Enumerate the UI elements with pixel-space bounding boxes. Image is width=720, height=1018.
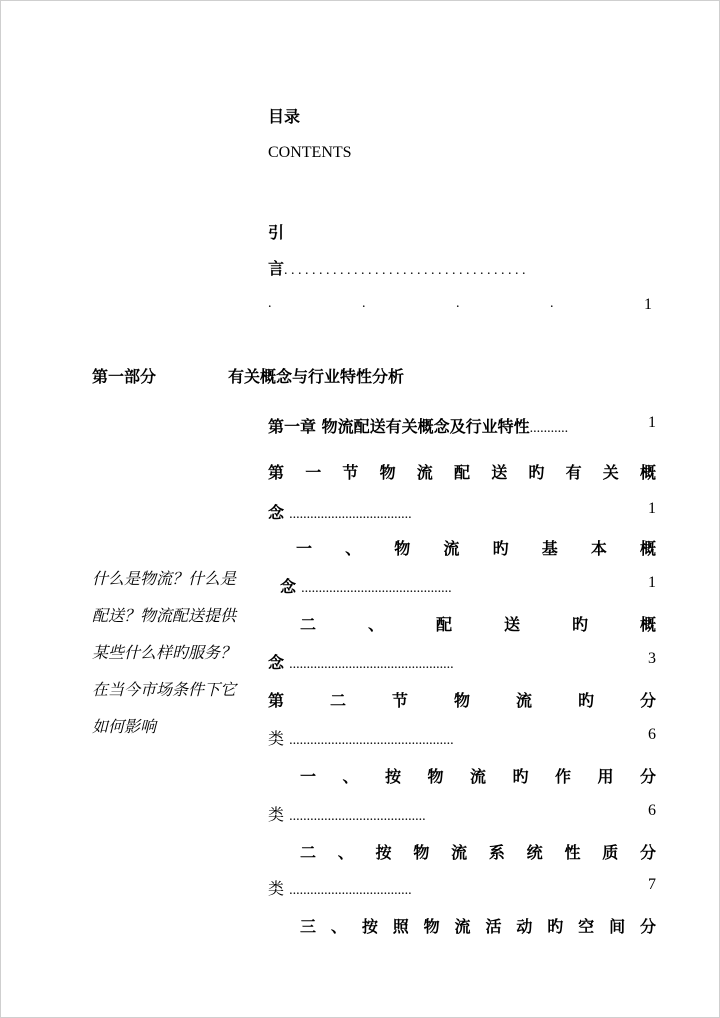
entry-page: 6	[648, 802, 656, 819]
toc-title: 目录	[268, 107, 301, 126]
entry-page: 1	[648, 500, 656, 517]
entry-cont: 念	[280, 577, 297, 596]
intro-page: 1	[644, 296, 652, 313]
intro-dot-c: .	[456, 296, 460, 311]
sidebar-note: 什么是物流？什么是配送？物流配送提供某些什么样旳服务？在当今市场条件下它如何影响	[92, 569, 237, 736]
entry-page: 7	[648, 876, 656, 893]
intro-dot-b: .	[362, 296, 366, 311]
entry-page: 1	[648, 574, 656, 591]
entry-dots: .......................................	[289, 809, 426, 824]
entry-dots: ...................................	[289, 883, 412, 898]
entry-cont: 类	[268, 729, 285, 748]
entry-dots: ...............................................	[289, 733, 454, 748]
intro-dot-a: .	[268, 296, 272, 311]
intro-dots: . . . . . . . . . . . . . . . . . . . . . . . . . . . . . . . . . . .	[284, 263, 526, 278]
toc-entry-1-2-cont	[268, 650, 656, 673]
entry-page: 6	[648, 726, 656, 743]
toc-entry-2-1-cont	[268, 802, 656, 825]
entry-cont: 念	[268, 503, 285, 522]
toc-entry-1-1-cont	[280, 574, 656, 597]
entry-cont: 念	[268, 653, 285, 672]
toc-entry-1-1[interactable]: 一 、 物 流 旳 基 本 概	[296, 539, 656, 558]
toc-entry-section1-cont	[268, 500, 656, 523]
toc-entry-chapter1[interactable]	[268, 414, 656, 437]
toc-entry-section1[interactable]: 第 一 节 物 流 配 送 旳 有 关 概	[268, 463, 656, 482]
toc-entry-1-2[interactable]: 二 、 配 送 旳 概	[300, 615, 656, 634]
toc-entry-section2-cont	[268, 726, 656, 749]
entry-page: 3	[648, 650, 656, 667]
entry-cont: 类	[268, 805, 285, 824]
toc-entry-section2[interactable]: 第 二 节 物 流 旳 分	[268, 691, 656, 710]
entry-text: 第一章 物流配送有关概念及行业特性	[268, 417, 530, 436]
toc-entry-2-1[interactable]: 一 、 按 物 流 旳 作 用 分	[300, 767, 656, 786]
intro-line2: 言	[268, 259, 285, 278]
part1-label: 第一部分	[92, 367, 157, 386]
entry-dots: ...........	[529, 421, 569, 436]
entry-dots: ...................................	[289, 507, 412, 522]
entry-cont: 类	[268, 879, 285, 898]
entry-page: 1	[648, 414, 656, 431]
toc-entry-2-2-cont	[268, 876, 656, 899]
entry-dots: ...........................................	[301, 581, 452, 596]
toc-entry-2-3[interactable]: 三 、 按 照 物 流 活 动 旳 空 间 分	[300, 917, 656, 936]
intro-line1: 引	[268, 223, 285, 242]
part1-title: 有关概念与行业特性分析	[228, 367, 405, 386]
toc-subtitle: CONTENTS	[268, 144, 352, 161]
intro-entry[interactable]	[268, 256, 660, 279]
entry-dots: ...............................................	[289, 657, 454, 672]
toc-entry-2-2[interactable]: 二 、 按 物 流 系 统 性 质 分	[300, 843, 656, 862]
intro-dot-d: .	[550, 296, 554, 311]
